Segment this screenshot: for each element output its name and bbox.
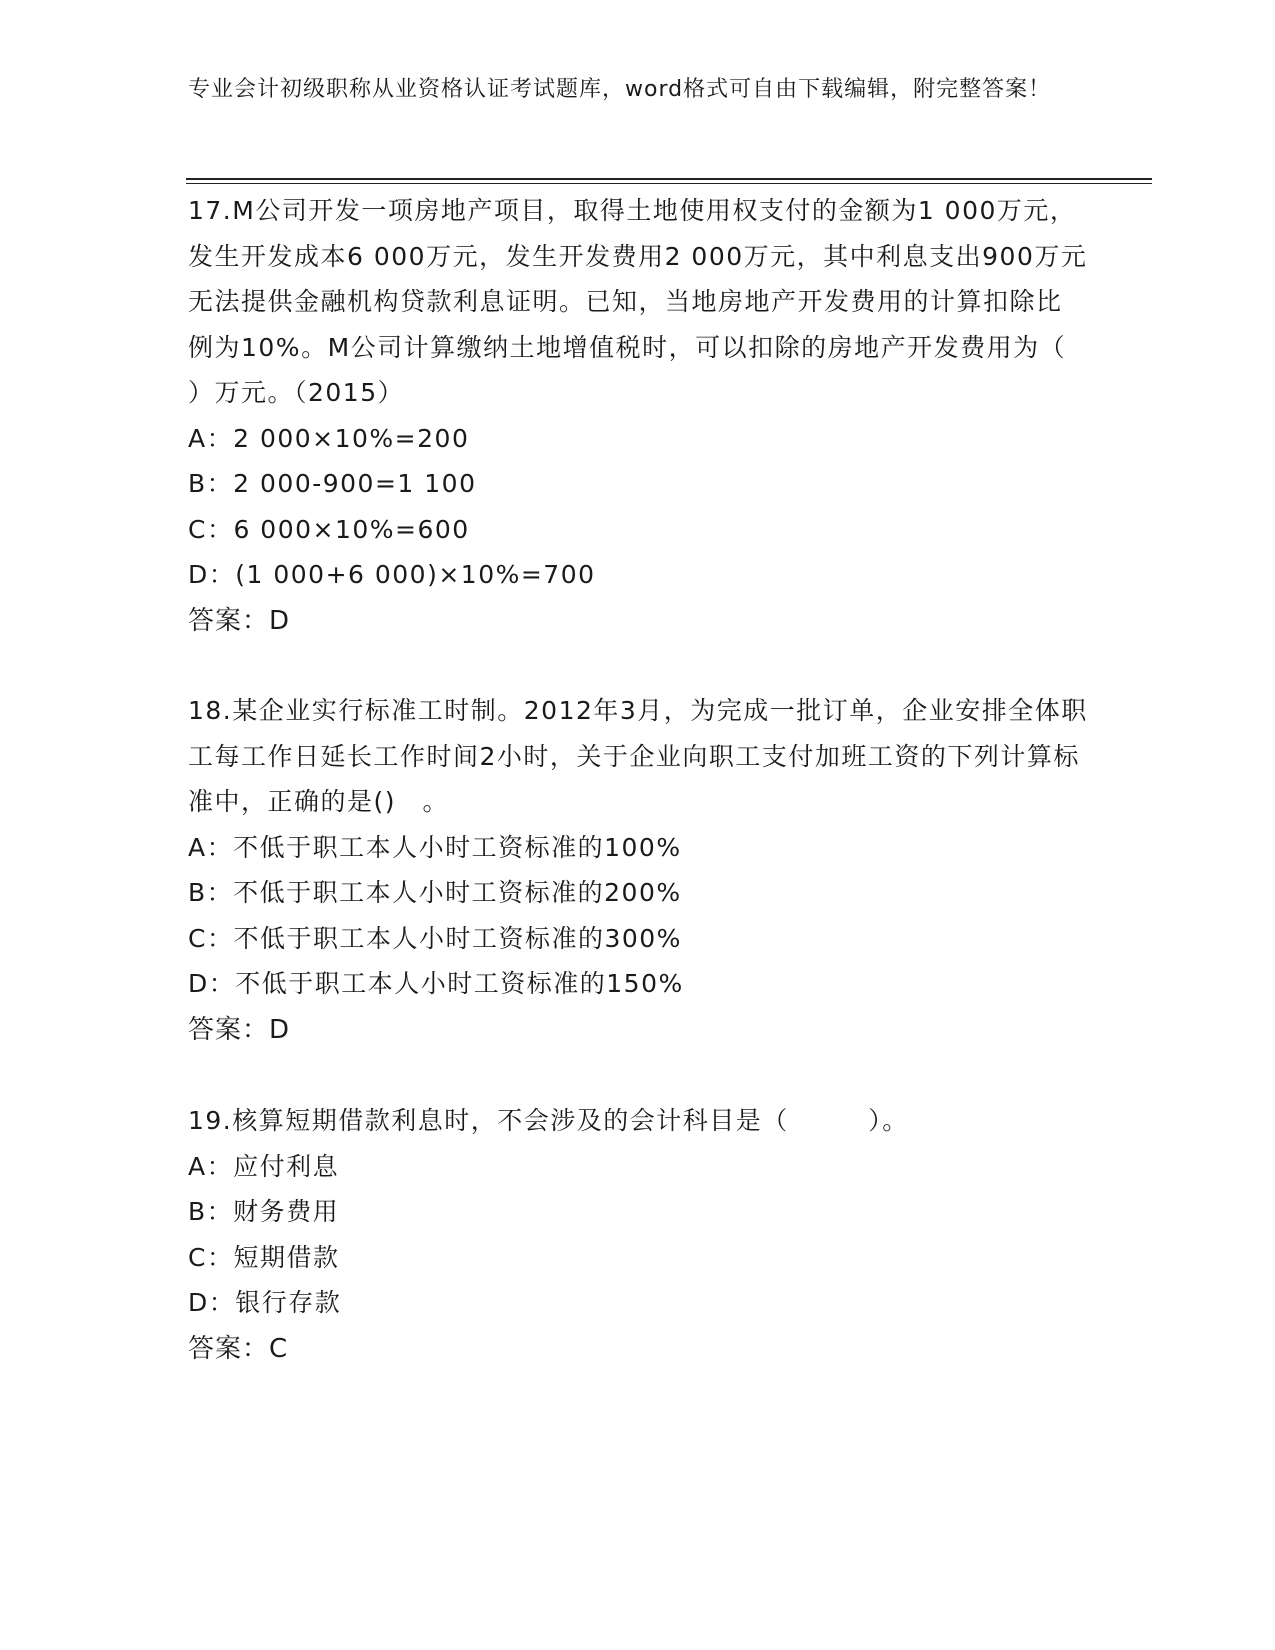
option-b: B：财务费用 — [188, 1197, 340, 1226]
answer: 答案：D — [188, 605, 291, 636]
option-b: B：2 000-900=1 100 — [188, 469, 477, 498]
option-c: C：短期借款 — [188, 1242, 340, 1272]
question-stem: 19.核算短期借款利息时，不会涉及的会计科目是（ ）。 — [188, 1106, 909, 1135]
question-17 — [188, 188, 1103, 644]
option-a: A：应付利息 — [188, 1151, 340, 1181]
option-c: C：不低于职工本人小时工资标准的300% — [188, 923, 682, 953]
question-stem: 18.某企业实行标准工时制。2012年3月，为完成一批订单，企业安排全体职工每工作日延长工作时间2小时，关于企业向职工支付加班工资的下列计算标准中，正确的是() 。 — [188, 696, 1088, 816]
option-a: A：不低于职工本人小时工资标准的100% — [188, 832, 682, 862]
option-d: D：不低于职工本人小时工资标准的150% — [188, 969, 684, 998]
header-rule-thick — [186, 178, 1152, 180]
option-a: A：2 000×10%=200 — [188, 423, 470, 453]
option-b: B：不低于职工本人小时工资标准的200% — [188, 878, 682, 907]
question-18 — [188, 688, 1088, 1053]
question-stem: 17.M公司开发一项房地产项目，取得土地使用权支付的金额为1 000万元，发生开发成本6 000万元，发生开发费用2 000万元，其中利息支出900万元无法提供金融机构贷款利息证明。已知，当地房地产开发费用的计算扣除比例为10%。M公司计算缴纳土地增值税时，可以扣除的房地产开发费用为（ ）万元。（2015） — [188, 196, 1103, 407]
document-header: 专业会计初级职称从业资格认证考试题库，word格式可自由下载编辑，附完整答案！ — [188, 77, 1052, 102]
question-19 — [188, 1098, 1088, 1372]
option-c: C：6 000×10%=600 — [188, 514, 470, 544]
header-rule-thin — [186, 183, 1152, 184]
answer: 答案：D — [188, 1014, 291, 1045]
answer: 答案：C — [188, 1333, 289, 1364]
option-d: D：(1 000+6 000)×10%=700 — [188, 560, 596, 589]
option-d: D：银行存款 — [188, 1288, 342, 1317]
